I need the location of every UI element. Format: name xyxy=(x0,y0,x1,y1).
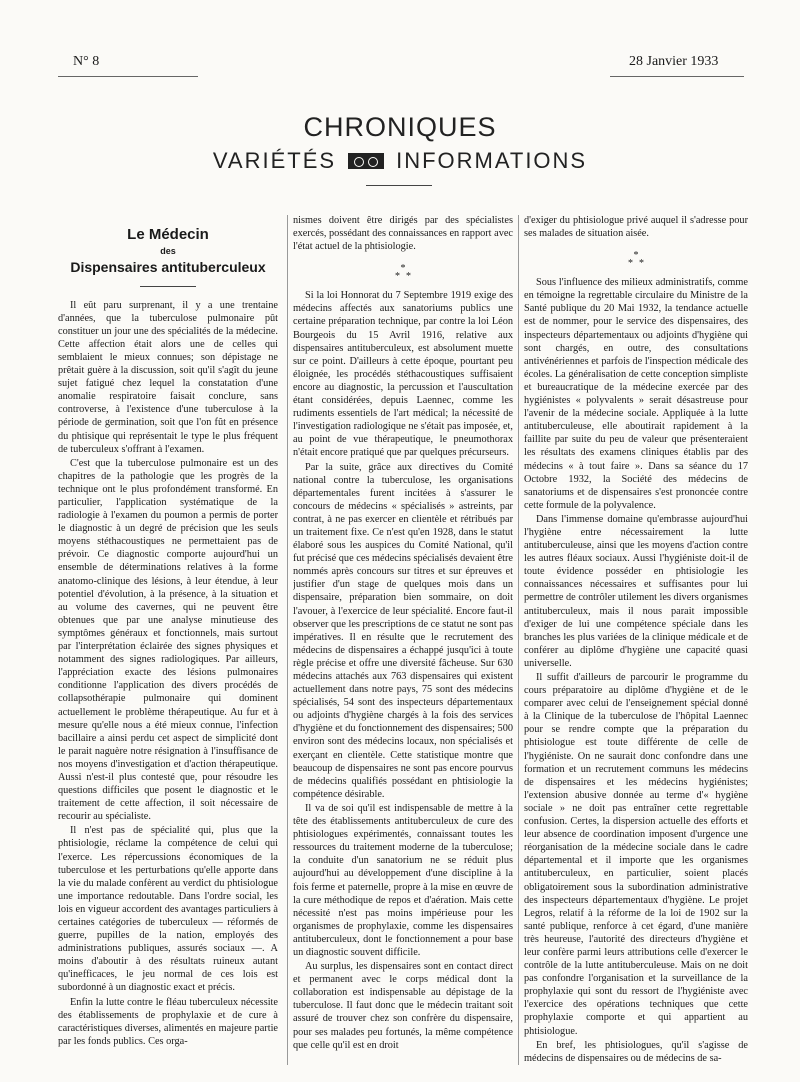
column-2 xyxy=(293,214,513,1066)
header-rule xyxy=(366,185,432,186)
issue-date: 28 Janvier 1933 xyxy=(629,54,719,69)
top-rule-left xyxy=(58,76,198,77)
title-rule xyxy=(140,286,196,287)
paragraph: C'est que la tuberculose pulmonaire est un des chapitres de la pathologie que les progrès de la technique ont le plus profondément transformé. En particulier, l'application systématique de la radiologie à l'examen du poumon a permis de porter le diagnostic à un degré de précision que les seuls moyens stéthacoustiques ne permettaient pas de prévoir. Ce diagnostic comporte aujourd'hui un ensemble de déterminations relatives à la forme anatomo-clinique des lésions, à leur étendue, à leur potentiel d'évolution, à la présence, à la situation et au volume des cavernes, qui ne peuvent être obtenues que par une analyse minutieuse des symptômes généraux et fonctionnels, mais surtout par l'interprétation éclairée des signes physiques et notamment des signes radiologiques. Par ailleurs, l'appréciation exacte des lésions pulmonaires conditionne l'application des divers procédés de collapsothérapie pulmonaire qui dominent actuellement le problème thérapeutique. Au fur et à mesure qu'elle nous a été mieux connue, l'infection bacillaire a ainsi perdu cet aspect de simplicité dont le parait naguère notre résignation à l'insuffisance de nos moyens d'investigation et d'action thérapeutique. Aussi n'est-il plus contesté que, pour résoudre les questions difficiles que posent le diagnostic et le traitement de cette affection, il soit nécessaire de recourir au spécialiste. xyxy=(58,457,278,823)
paragraph: Il n'est pas de spécialité qui, plus que la phtisiologie, réclame la compétence de celui qui l'exerce. Les répercussions économiques de la tuberculose et les perturbations qu'elle apporte dans la vie du malade confèrent au verdict du phtisiologue une importance redoutable. Dans l'ordre social, les lois en vigueur accordent des avantages particuliers à certaines catégories de tuberculeux — réformés de guerre, pupilles de la nation, employés des administrations publiques, assurés sociaux —. A moins d'aboutir à des résultats ruineux autant qu'inefficaces, le jeu normal de ces lois est subordonné à un diagnostic exact et précis. xyxy=(58,825,278,994)
section-title: CHRONIQUES xyxy=(303,112,497,142)
star-bottom: * * xyxy=(395,271,411,283)
paragraph: Sous l'influence des milieux administratifs, comme en témoigne la regrettable circulaire du Ministre de la Santé publique du 20 Mai 1932, la tendance actuelle est de nommer, pour le service des dispensaires, des inspecteurs départementaux ou adjoints d'hygiène qui sont chargés, en outre, des consultations antivénériennes et parfois de l'inspection médicale des écoles. La généralisation de cette conception simpliste et bureaucratique de la médecine exercée par des hygiénistes « polyvalents » serait désastreuse pour l'avenir de la médecine sociale. Appliquée à la lutte antituberculeuse, elle aboutirait rapidement à la faillite par suite du peu de valeur que présenteraient les résultats des examens cliniques établis par des médecins « à tout faire ». Dans sa séance du 17 Octobre 1932, la Société des médecins de sanatoriums et de dispensaires s'est prononcée contre cette formule de la polyvalence. xyxy=(524,277,748,511)
ornament-icon xyxy=(348,153,384,169)
star-top: * xyxy=(633,250,639,262)
section-subtitle xyxy=(0,148,800,174)
star-bottom: * * xyxy=(628,258,644,270)
column-rule-1 xyxy=(287,215,288,1065)
column-3 xyxy=(524,214,748,1066)
paragraph: Par la suite, grâce aux directives du Comité national contre la tuberculose, les organisations départementales furent incitées à s'assurer le concours de médecins « spécialisés » astreints, par contrat, à ne pas exercer en clientèle et rétribués par un traitement fixe. Ce n'est qu'en 1928, dans le statut élaboré sous les auspices du Comité National, qu'il fut précisé que ces médecins spécialisés devaient être nommés après concours sur titres et sur épreuves et justifier d'un stage de quelques mois dans un dispensaire, préparation bien sommaire, on doit l'avouer, à l'exercice de leur spécialité. Encore faut-il observer que les prescriptions de ce statut ne sont pas impératives. Il en résulte que le recrutement des médecins de dispensaires a échappé jusqu'ici à toute règle précise et offre une diversité fâcheuse. Sur 630 médecins attachés aux 763 dispensaires qui existent actuellement dans notre pays, 75 sont des médecins spécialisés, 54 sont des inspecteurs départementaux ou adjoints d'hygiène chargés à la fois des services d'hygiène et du fonctionnement des dispensaires; 500 environ sont des médecins locaux, non spécialisés et exerçant en clientèle. Cette statistique montre que beaucoup de dispensaires ne sont pas encore pourvus de médecins qualifiés possédant en phtisiologie la compétence désirable. xyxy=(293,461,513,800)
paragraph: Il eût paru surprenant, il y a une trentaine d'années, que la tuberculose pulmonaire pût constituer un jour une des spécialités de la médecine. Cette affection était alors une de celles qui semblaient le mieux connues; son dépistage ne prêtait guère à la discussion, soit qu'il s'agît du jeune sujet fatigué chez lequel la constatation d'une anomalie respiratoire faisait conclure, sans controverse, à l'existence d'une tuberculose à la période de germination, soit que l'on fût en présence du phtisique qui représentait le type le plus fréquent de tuberculeux s'offrant à l'examen. xyxy=(58,299,278,455)
paragraph: Au surplus, les dispensaires sont en contact direct et permanent avec le corps médical dont la collaboration est indispensable au dépistage de la tuberculose. Il faut donc que le médecin traitant soit assuré de trouver chez son confrère du dispensaire, pour ses malades peu fortunés, la même compétence que celle qu'il est en droit xyxy=(293,961,513,1051)
column-rule-2 xyxy=(518,215,519,1065)
paragraph: nismes doivent être dirigés par des spécialistes exercés, possédant des connaissances en rapport avec l'état actuel de la phtisiologie. xyxy=(293,215,513,253)
paragraph: Dans l'immense domaine qu'embrasse aujourd'hui l'hygiène entre nécessairement la lutte antituberculeuse, ainsi que les moyens d'action contre les autres fléaux sociaux. Aussi l'hygiéniste doit-il de toute évidence posséder en phtisiologie les connaissances nécessaires et suffisantes pour lui permettre de contrôler utilement les divers organismes antituberculeux, mais il nous parait impossible d'exiger de lui une compétence spéciale dans les branches les plus variées de la clinique médicale et de conférer au diplôme d'hygiène une capacité quasi universelle. xyxy=(524,513,748,669)
article-title-des: des xyxy=(160,246,176,256)
paragraph: d'exiger du phtisiologue privé auquel il s'adresse pour ses malades de situation aisée. xyxy=(524,215,748,240)
paragraph: En bref, les phtisiologues, qu'il s'agisse de médecins de dispensaires ou de médecins de sa- xyxy=(524,1039,748,1064)
paragraph: Si la loi Honnorat du 7 Septembre 1919 exige des médecins affectés aux sanatoriums publics une certaine préparation technique, par contre la loi Léon Bourgeois du 15 Avril 1916, relative aux dispensaires antituberculeux, est absolument muette sur ce point. D'ailleurs à cette époque, pourtant peu éloignée, les procédés stéthacoustiques suffisaient encore au diagnostic, la percussion et l'auscultation étant considérées, depuis Laennec, comme les rudiments essentiels de l'art médical; la nécessité de l'investigation radiologique ne s'était pas imposée, et, au point de vue thérapeutique, le pneumothorax n'était encore pratiqué que par quelques précurseurs. xyxy=(293,290,513,459)
top-rule-right xyxy=(610,76,744,77)
paragraph: Il va de soi qu'il est indispensable de mettre à la tête des établissements antituberculeux de cure des phtisiologues expérimentés, connaissant toutes les ressources du traitement moderne de la tuberculose; la conduite d'un sanatorium ne se réduit plus aujourd'hui au développement d'une discipline à la fois ferme et paternelle, propre à la mise en œuvre de la cure méthodique de repos et d'aération. Mais cette nécessité n'est pas moins impérieuse pour les organismes de prophylaxie, comme les dispensaires antituberculeux, dont le fonctionnement a pour base un diagnostic souvent difficile. xyxy=(293,802,513,958)
section-stars xyxy=(524,252,748,268)
paragraph: Enfin la lutte contre le fléau tuberculeux nécessite des établissements de prophylaxie et de cure à caractéristiques diverses, alimentés en majeure partie par les fonds publics. Ces orga- xyxy=(58,996,278,1047)
subtitle-right: INFORMATIONS xyxy=(396,148,588,173)
article-title-sub: Dispensaires antituberculeux xyxy=(70,258,266,275)
article-title xyxy=(58,226,278,276)
subtitle-left: VARIÉTÉS xyxy=(212,148,337,173)
issue-number: N° 8 xyxy=(73,54,100,69)
paragraph: Il suffit d'ailleurs de parcourir le programme du cours préparatoire au diplôme d'hygiène et de le comparer avec celui de l'enseignement spécial donné à la Clinique de la tuberculose de l'hôpital Laennec pour se rendre compte que la préparation du phtisiologue est toute différente de celle de l'hygiéniste. On ne saurait donc confondre dans une formation et un recrutement communs les médecins de dispensaires et les médecins hygiénistes; l'extension abusive donnée au terme d'« hygiène sociale » ne doit pas entraîner cette regrettable confusion. Certes, la dispersion actuelle des efforts et leur absence de coordination imposent d'urgence une réorganisation de la médecine sociale dans le cadre départemental et il importe que les organismes antituberculeux, en particulier, soient placés obligatoirement sous la subordination administrative des inspecteurs départementaux d'hygiène. Le projet Legros, relatif à la réforme de la loi de 1902 sur la santé publique, renforce à cet égard, d'une manière très heureuse, l'autorité des directeurs d'hygiène et leur confère parmi leurs attributions celle d'exercer le contrôle de la lutte antituberculeuse. Mais on ne doit pas confondre l'organisation et la surveillance de la prophylaxie qui sont du ressort de l'hygiéniste avec l'exercice des opérations techniques que cette prophylaxie comporte et qui appartient au phtisiologue. xyxy=(524,672,748,1037)
article-title-main: Le Médecin xyxy=(127,226,209,243)
section-stars xyxy=(293,265,513,281)
star-top: * xyxy=(400,263,406,275)
column-1 xyxy=(58,214,278,1066)
